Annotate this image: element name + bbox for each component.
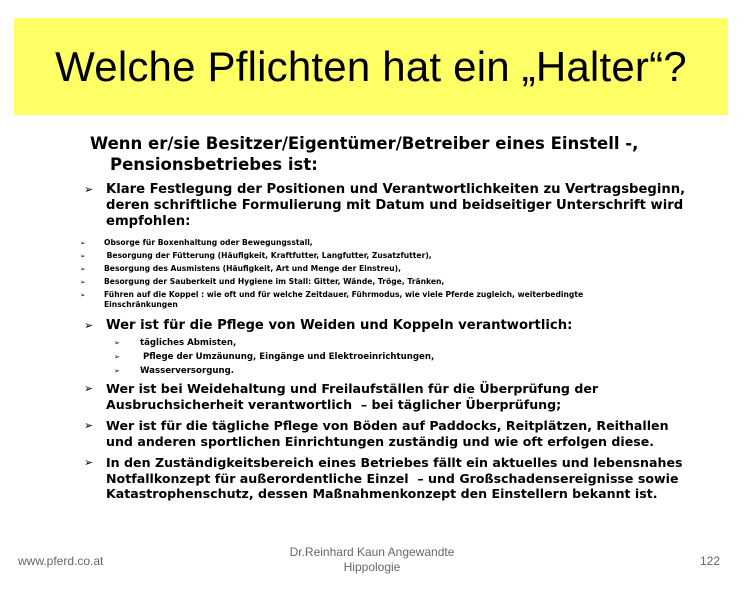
title-banner [14, 18, 728, 115]
arrow-bullet-icon: ➢ [84, 419, 94, 432]
arrow-bullet-icon: ➢ [114, 367, 120, 375]
small-item-boxenhaltung: ➢ Obsorge für Boxenhaltung oder Bewegungsstall, [80, 238, 313, 247]
footer-page-number: 122 [699, 554, 720, 568]
bullet-item-contract [84, 182, 694, 230]
sub-item-abmisten: ➢ tägliches Abmisten, [114, 338, 237, 348]
bullet-item-weiden: ➢ Wer ist für die Pflege von Weiden und Koppeln verantwortlich: [84, 318, 573, 333]
sub-item-umzaeunung: ➢ Pflege der Umzäunung, Eingänge und Elektroeinrichtungen, [114, 352, 435, 362]
small-item-fuetterung: ➢ Besorgung der Fütterung (Häufigkeit, Kraftfutter, Langfutter, Zusatzfutter), [80, 251, 432, 260]
bullet-item-ausbruchsicherheit: ➢ Wer ist bei Weidehaltung und Freilaufställen für die Überprüfung der Ausbruchsicherheit verantwortlich – bei täglicher Überprüfung; [84, 381, 599, 412]
small-item-ausmisten: ➢ Besorgung des Ausmistens (Häufigkeit, Art und Menge der Einstreu), [80, 264, 401, 273]
arrow-bullet-icon: ➢ [114, 353, 120, 361]
arrow-bullet-icon: ➢ [80, 252, 86, 260]
footer-website: www.pferd.co.at [18, 554, 104, 568]
lead-line-1: Wenn er/sie Besitzer/Eigentümer/Betreiber eines Einstell -, [90, 134, 639, 153]
arrow-bullet-icon: ➢ [80, 239, 86, 247]
arrow-bullet-icon: ➢ [84, 319, 94, 332]
arrow-bullet-icon: ➢ [80, 291, 86, 299]
slide-title: Welche Pflichten hat ein „Halter“? [55, 42, 687, 90]
small-item-hygiene: ➢ Besorgung der Sauberkeit und Hygiene im Stall: Gitter, Wände, Tröge, Tränken, [80, 277, 445, 286]
arrow-bullet-icon: ➢ [80, 278, 86, 286]
arrow-bullet-icon: ➢ [84, 456, 94, 469]
arrow-bullet-icon: ➢ [80, 265, 86, 273]
arrow-bullet-icon: ➢ [84, 183, 94, 196]
lead-line-2: Pensionsbetriebes ist: [110, 155, 318, 174]
footer-author: Dr.Reinhard Kaun Angewandte Hippologie [289, 545, 455, 574]
arrow-bullet-icon: ➢ [114, 339, 120, 347]
bullet-text: Klare Festlegung der Positionen und Verantwortlichkeiten zu Vertragsbeginn, deren schriftliche Formulierung mit Datum und beidseitiger Unterschrift wird empfohlen: [106, 182, 686, 229]
arrow-bullet-icon: ➢ [84, 382, 94, 395]
bullet-item-boeden: ➢ Wer ist für die tägliche Pflege von Böden auf Paddocks, Reitplätzen, Reithallen und anderen sportlichen Einrichtungen zuständig und wie oft erfolgen diese. [84, 418, 669, 449]
lead-heading [90, 133, 710, 175]
sub-item-wasser: ➢ Wasserversorgung. [114, 366, 234, 376]
bullet-item-notfallkonzept: ➢ In den Zuständigkeitsbereich eines Betriebes fällt ein aktuelles und lebensnahes Notfallkonzept für außerordentliche Einzel – und Großschadensereignisse sowie Katastrophenschutz, dessen Maßnahmenkonzept den Einstellern bekannt ist. [84, 455, 683, 501]
small-item-koppel: ➢ Führen auf die Koppel : wie oft und für welche Zeitdauer, Führmodus, wie viele Pferde zugleich, weiterbedingte Einschränkungen [80, 290, 584, 309]
